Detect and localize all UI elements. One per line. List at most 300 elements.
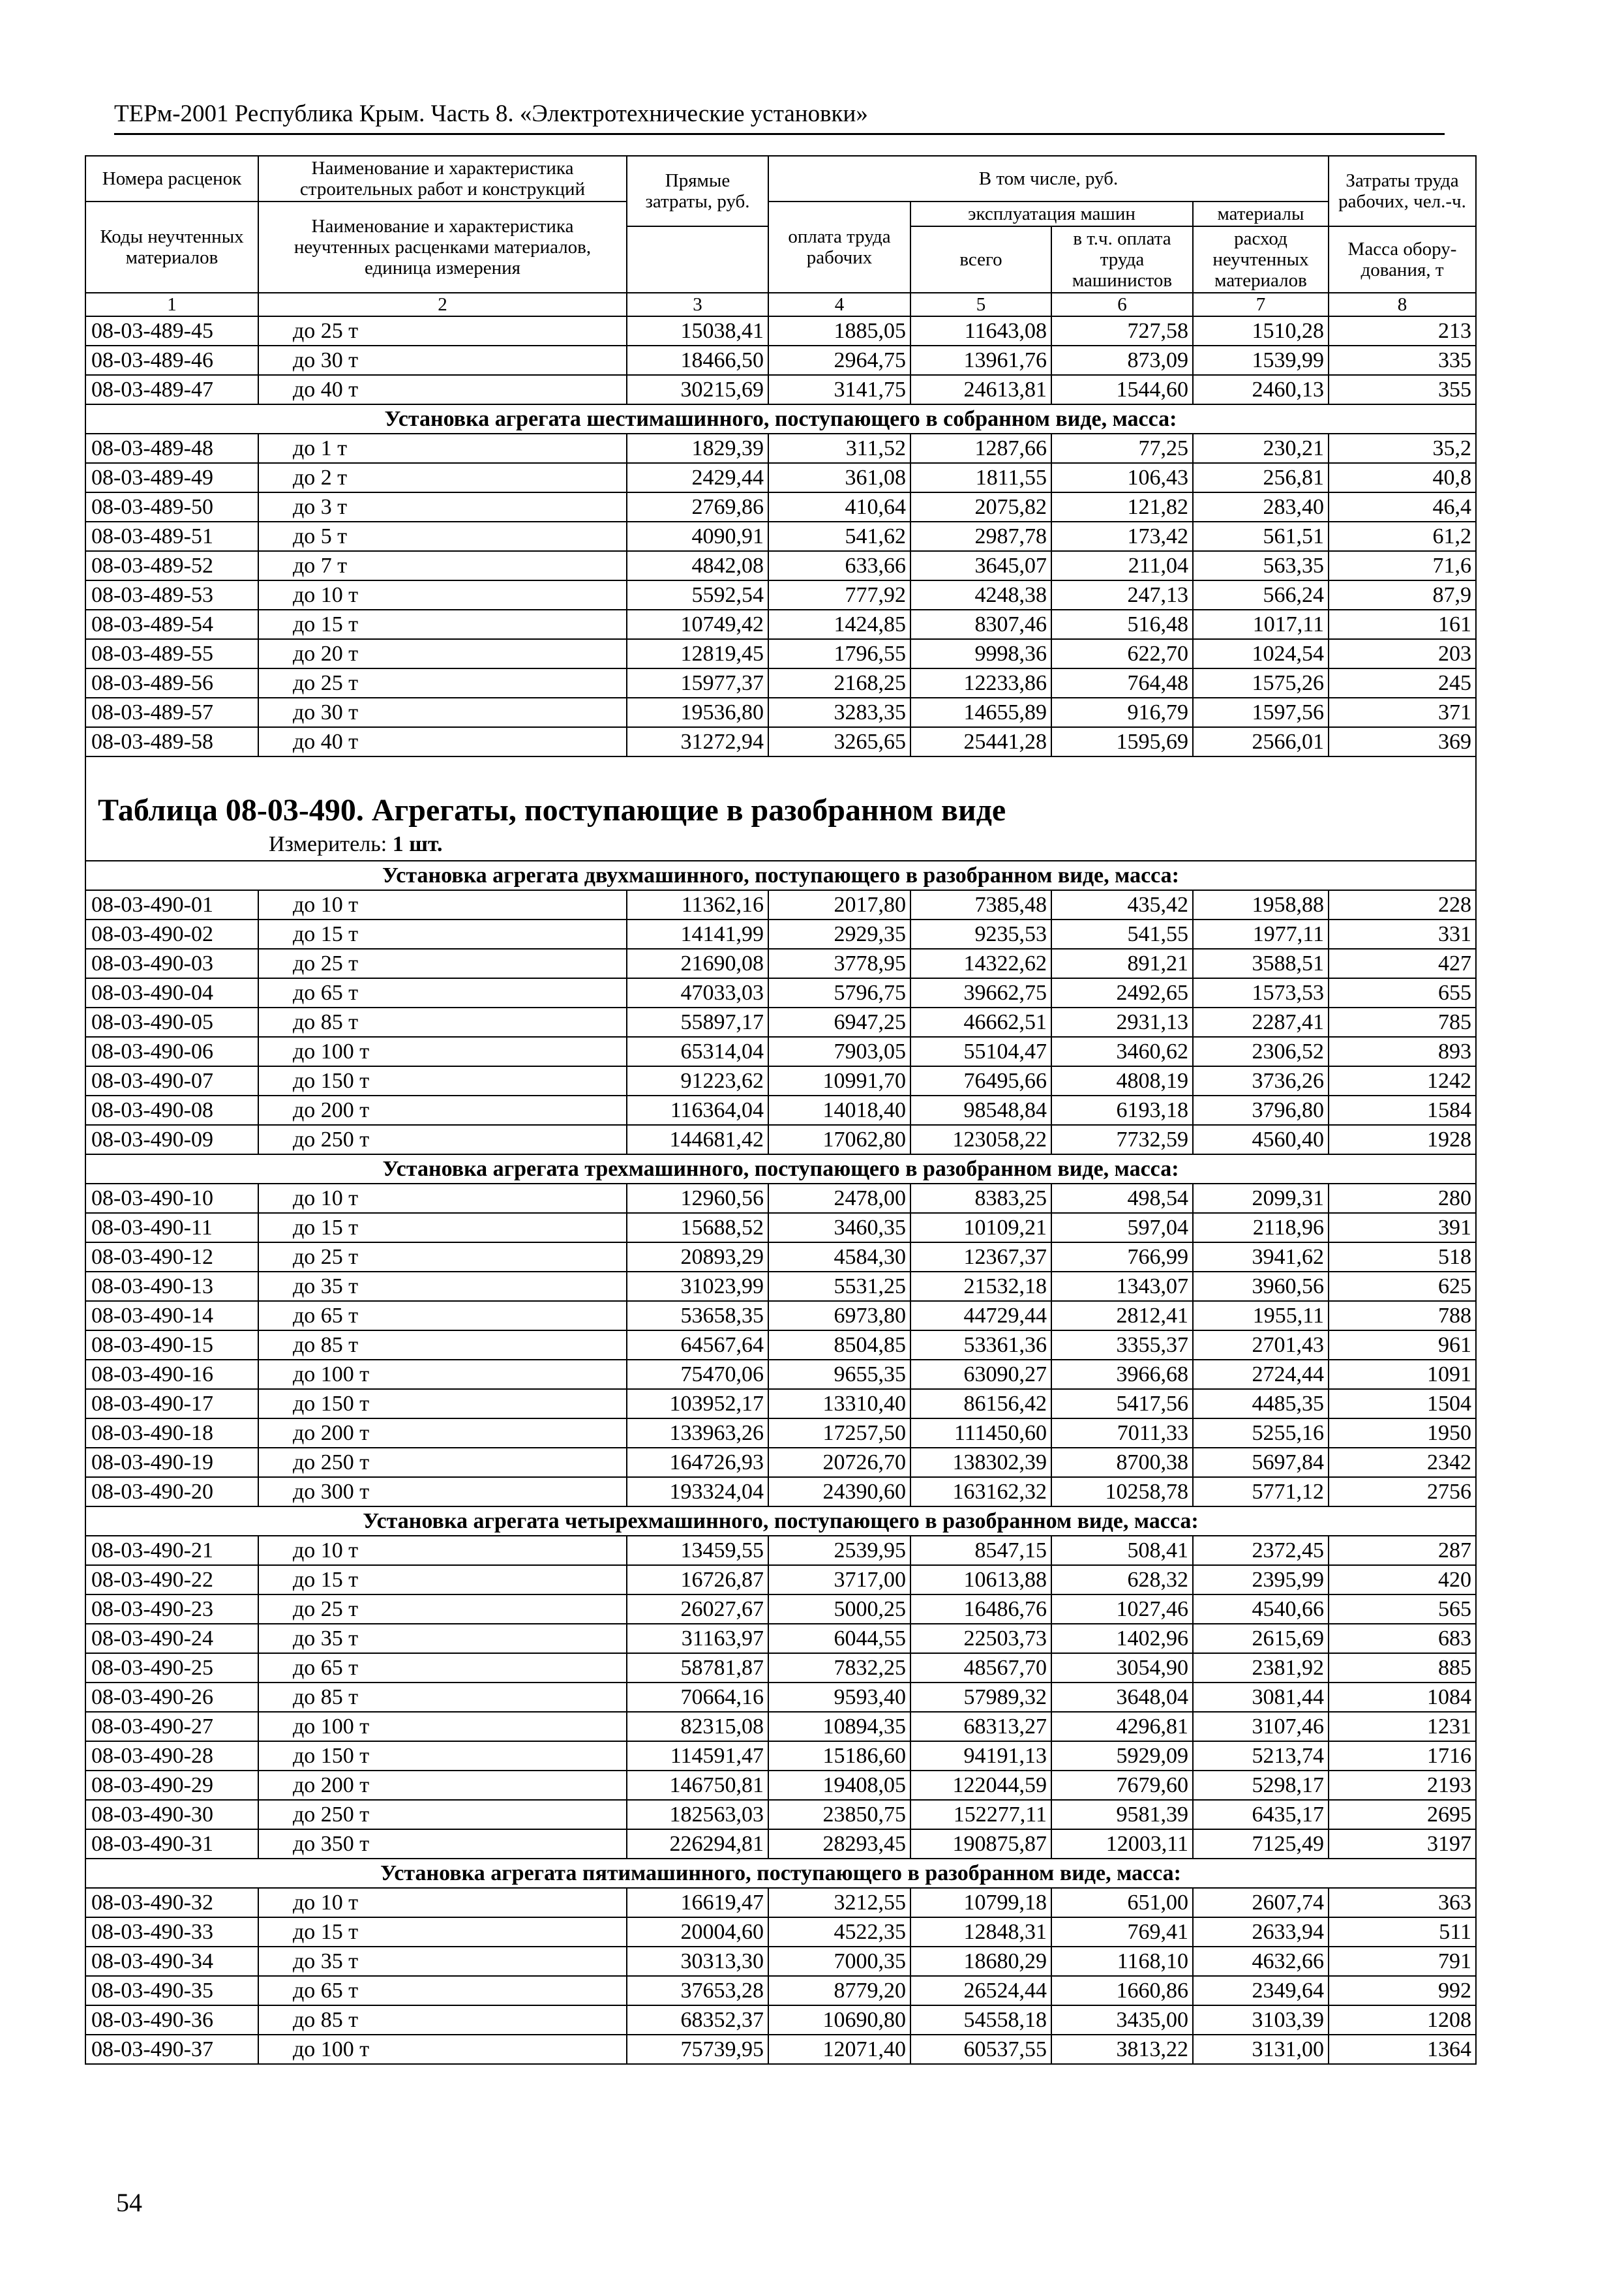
direct-costs: 16726,87 — [627, 1565, 768, 1594]
mass-range: до 85 т — [258, 1008, 627, 1037]
labor-hours: 203 — [1329, 639, 1476, 668]
mass-range: до 10 т — [258, 890, 627, 920]
mass-range: до 40 т — [258, 727, 627, 756]
materials-cost: 5771,12 — [1193, 1477, 1329, 1506]
machinist-pay: 173,42 — [1051, 522, 1193, 551]
rate-code: 08-03-489-57 — [85, 698, 258, 727]
labor-pay: 7832,25 — [768, 1653, 910, 1683]
table-row — [85, 1008, 1476, 1037]
direct-costs: 1829,39 — [627, 434, 768, 463]
table-row — [85, 1800, 1476, 1829]
rate-code: 08-03-490-35 — [85, 1976, 258, 2005]
page-number: 54 — [116, 2188, 142, 2217]
rate-code: 08-03-490-27 — [85, 1712, 258, 1741]
mass-range: до 10 т — [258, 1536, 627, 1565]
column-numbers-row — [85, 293, 1476, 316]
table-row — [85, 639, 1476, 668]
machinist-pay: 508,41 — [1051, 1536, 1193, 1565]
labor-pay: 311,52 — [768, 434, 910, 463]
labor-pay: 6973,80 — [768, 1301, 910, 1330]
table-row — [85, 1741, 1476, 1771]
direct-costs: 70664,16 — [627, 1683, 768, 1712]
labor-pay: 361,08 — [768, 463, 910, 492]
direct-costs: 15038,41 — [627, 316, 768, 346]
rate-code: 08-03-490-18 — [85, 1418, 258, 1448]
mass-range: до 15 т — [258, 920, 627, 949]
mass-range: до 25 т — [258, 1242, 627, 1272]
table-row — [85, 1653, 1476, 1683]
mass-range: до 40 т — [258, 375, 627, 404]
direct-costs: 75470,06 — [627, 1360, 768, 1389]
labor-hours: 71,6 — [1329, 551, 1476, 580]
column-number: 4 — [768, 293, 910, 316]
machinist-pay: 121,82 — [1051, 492, 1193, 522]
materials-cost: 5298,17 — [1193, 1771, 1329, 1800]
direct-costs: 193324,04 — [627, 1477, 768, 1506]
machines-total: 9998,36 — [910, 639, 1051, 668]
rate-code: 08-03-489-56 — [85, 668, 258, 698]
mass-range: до 85 т — [258, 1330, 627, 1360]
materials-cost: 561,51 — [1193, 522, 1329, 551]
labor-hours: 331 — [1329, 920, 1476, 949]
machines-total: 11643,08 — [910, 316, 1051, 346]
machinist-pay: 597,04 — [1051, 1213, 1193, 1242]
mass-range: до 15 т — [258, 1917, 627, 1947]
machinist-pay: 3648,04 — [1051, 1683, 1193, 1712]
labor-hours: 335 — [1329, 346, 1476, 375]
direct-costs: 133963,26 — [627, 1418, 768, 1448]
mass-range: до 100 т — [258, 1037, 627, 1066]
machinist-pay: 1402,96 — [1051, 1624, 1193, 1653]
machinist-pay: 873,09 — [1051, 346, 1193, 375]
materials-cost: 2633,94 — [1193, 1917, 1329, 1947]
rate-code: 08-03-489-50 — [85, 492, 258, 522]
materials-cost: 2306,52 — [1193, 1037, 1329, 1066]
header-material-codes: Коды неучтенных материалов — [85, 202, 258, 293]
materials-cost: 1597,56 — [1193, 698, 1329, 727]
mass-range: до 100 т — [258, 1360, 627, 1389]
machines-total: 44729,44 — [910, 1301, 1051, 1330]
labor-hours: 2695 — [1329, 1800, 1476, 1829]
materials-cost: 230,21 — [1193, 434, 1329, 463]
rate-code: 08-03-489-58 — [85, 727, 258, 756]
direct-costs: 10749,42 — [627, 610, 768, 639]
machinist-pay: 7011,33 — [1051, 1418, 1193, 1448]
labor-pay: 777,92 — [768, 580, 910, 610]
mass-range: до 10 т — [258, 580, 627, 610]
rate-code: 08-03-490-30 — [85, 1800, 258, 1829]
rate-code: 08-03-490-24 — [85, 1624, 258, 1653]
materials-cost: 3103,39 — [1193, 2005, 1329, 2035]
rate-code: 08-03-490-36 — [85, 2005, 258, 2035]
column-number: 2 — [258, 293, 627, 316]
rate-code: 08-03-489-47 — [85, 375, 258, 404]
machines-total: 122044,59 — [910, 1771, 1051, 1800]
labor-hours: 355 — [1329, 375, 1476, 404]
direct-costs: 144681,42 — [627, 1125, 768, 1154]
mass-range: до 200 т — [258, 1096, 627, 1125]
labor-hours: 371 — [1329, 698, 1476, 727]
labor-hours: 61,2 — [1329, 522, 1476, 551]
table-row — [85, 1242, 1476, 1272]
labor-pay: 17257,50 — [768, 1418, 910, 1448]
machinist-pay: 8700,38 — [1051, 1448, 1193, 1477]
labor-hours: 161 — [1329, 610, 1476, 639]
table-row — [85, 727, 1476, 756]
labor-pay: 3283,35 — [768, 698, 910, 727]
materials-cost: 3941,62 — [1193, 1242, 1329, 1272]
machinist-pay: 916,79 — [1051, 698, 1193, 727]
machines-total: 39662,75 — [910, 978, 1051, 1008]
materials-cost: 2607,74 — [1193, 1888, 1329, 1917]
materials-cost: 3131,00 — [1193, 2035, 1329, 2064]
mass-range: до 15 т — [258, 610, 627, 639]
mass-range: до 10 т — [258, 1888, 627, 1917]
labor-pay: 28293,45 — [768, 1829, 910, 1859]
machines-total: 22503,73 — [910, 1624, 1051, 1653]
direct-costs: 31163,97 — [627, 1624, 768, 1653]
rate-code: 08-03-489-53 — [85, 580, 258, 610]
mass-range: до 65 т — [258, 1976, 627, 2005]
labor-hours: 2193 — [1329, 1771, 1476, 1800]
table-row — [85, 1330, 1476, 1360]
materials-cost: 3107,46 — [1193, 1712, 1329, 1741]
mass-range: до 65 т — [258, 978, 627, 1008]
machines-total: 138302,39 — [910, 1448, 1051, 1477]
labor-pay: 6947,25 — [768, 1008, 910, 1037]
materials-cost: 5213,74 — [1193, 1741, 1329, 1771]
machines-total: 25441,28 — [910, 727, 1051, 756]
table-489-body — [85, 316, 1476, 756]
direct-costs: 47033,03 — [627, 978, 768, 1008]
materials-cost: 1024,54 — [1193, 639, 1329, 668]
column-number: 7 — [1193, 293, 1329, 316]
machinist-pay: 2931,13 — [1051, 1008, 1193, 1037]
rate-code: 08-03-490-21 — [85, 1536, 258, 1565]
direct-costs: 75739,95 — [627, 2035, 768, 2064]
machines-total: 10613,88 — [910, 1565, 1051, 1594]
materials-cost: 3796,80 — [1193, 1096, 1329, 1125]
table-row — [85, 551, 1476, 580]
labor-hours: 427 — [1329, 949, 1476, 978]
rate-code: 08-03-490-01 — [85, 890, 258, 920]
machines-total: 24613,81 — [910, 375, 1051, 404]
table-490-title: Таблица 08-03-490. Агрегаты, поступающие в разобранном виде — [98, 793, 1006, 828]
labor-pay: 15186,60 — [768, 1741, 910, 1771]
machinist-pay: 3355,37 — [1051, 1330, 1193, 1360]
materials-cost: 3736,26 — [1193, 1066, 1329, 1096]
mass-range: до 100 т — [258, 1712, 627, 1741]
machines-total: 53361,36 — [910, 1330, 1051, 1360]
machines-total: 2075,82 — [910, 492, 1051, 522]
direct-costs: 91223,62 — [627, 1066, 768, 1096]
table-row — [85, 1829, 1476, 1859]
machines-total: 98548,84 — [910, 1096, 1051, 1125]
direct-costs: 2429,44 — [627, 463, 768, 492]
rate-code: 08-03-490-34 — [85, 1947, 258, 1976]
direct-costs: 31272,94 — [627, 727, 768, 756]
materials-cost: 6435,17 — [1193, 1800, 1329, 1829]
labor-hours: 391 — [1329, 1213, 1476, 1242]
mass-range: до 250 т — [258, 1125, 627, 1154]
direct-costs: 13459,55 — [627, 1536, 768, 1565]
machinist-pay: 3435,00 — [1051, 2005, 1193, 2035]
labor-hours: 228 — [1329, 890, 1476, 920]
rate-code: 08-03-490-02 — [85, 920, 258, 949]
table-header — [85, 156, 1476, 316]
machines-total: 12848,31 — [910, 1917, 1051, 1947]
table-row — [85, 698, 1476, 727]
rate-code: 08-03-490-32 — [85, 1888, 258, 1917]
table-row — [85, 1917, 1476, 1947]
machines-total: 76495,66 — [910, 1066, 1051, 1096]
machines-total: 10109,21 — [910, 1213, 1051, 1242]
labor-pay: 3778,95 — [768, 949, 910, 978]
labor-pay: 3212,55 — [768, 1888, 910, 1917]
mass-range: до 15 т — [258, 1213, 627, 1242]
table-row — [85, 375, 1476, 404]
table-row — [85, 346, 1476, 375]
column-number: 3 — [627, 293, 768, 316]
labor-hours: 683 — [1329, 1624, 1476, 1653]
section-title-row — [85, 1506, 1476, 1536]
rate-code: 08-03-489-45 — [85, 316, 258, 346]
machines-total: 26524,44 — [910, 1976, 1051, 2005]
labor-hours: 363 — [1329, 1888, 1476, 1917]
materials-cost: 1539,99 — [1193, 346, 1329, 375]
labor-hours: 785 — [1329, 1008, 1476, 1037]
labor-hours: 87,9 — [1329, 580, 1476, 610]
labor-pay: 1424,85 — [768, 610, 910, 639]
machinist-pay: 628,32 — [1051, 1565, 1193, 1594]
materials-cost: 1573,53 — [1193, 978, 1329, 1008]
rate-code: 08-03-490-04 — [85, 978, 258, 1008]
table-row — [85, 580, 1476, 610]
machines-total: 57989,32 — [910, 1683, 1051, 1712]
labor-hours: 40,8 — [1329, 463, 1476, 492]
machinist-pay: 2812,41 — [1051, 1301, 1193, 1330]
machinist-pay: 1343,07 — [1051, 1272, 1193, 1301]
labor-pay: 7000,35 — [768, 1947, 910, 1976]
labor-hours: 885 — [1329, 1653, 1476, 1683]
direct-costs: 103952,17 — [627, 1389, 768, 1418]
materials-cost: 256,81 — [1193, 463, 1329, 492]
machines-total: 8383,25 — [910, 1184, 1051, 1213]
machines-total: 4248,38 — [910, 580, 1051, 610]
labor-hours: 3197 — [1329, 1829, 1476, 1859]
rate-code: 08-03-489-54 — [85, 610, 258, 639]
machinist-pay: 6193,18 — [1051, 1096, 1193, 1125]
section-title-row — [85, 1154, 1476, 1184]
rate-code: 08-03-490-28 — [85, 1741, 258, 1771]
table-row — [85, 1389, 1476, 1418]
direct-costs: 37653,28 — [627, 1976, 768, 2005]
header-work-name: Наименование и характеристика строительных работ и конструкций — [258, 156, 627, 202]
machines-total: 86156,42 — [910, 1389, 1051, 1418]
mass-range: до 7 т — [258, 551, 627, 580]
rate-code: 08-03-490-29 — [85, 1771, 258, 1800]
machinist-pay: 1027,46 — [1051, 1594, 1193, 1624]
rate-code: 08-03-490-22 — [85, 1565, 258, 1594]
machines-total: 14655,89 — [910, 698, 1051, 727]
direct-costs: 164726,93 — [627, 1448, 768, 1477]
machines-total: 12367,37 — [910, 1242, 1051, 1272]
materials-cost: 563,35 — [1193, 551, 1329, 580]
materials-cost: 2460,13 — [1193, 375, 1329, 404]
labor-hours: 213 — [1329, 316, 1476, 346]
materials-cost: 2615,69 — [1193, 1624, 1329, 1653]
machines-total: 190875,87 — [910, 1829, 1051, 1859]
rate-code: 08-03-490-37 — [85, 2035, 258, 2064]
machinist-pay: 1544,60 — [1051, 375, 1193, 404]
header-unaccounted-materials: расход неучтенных материалов — [1193, 226, 1329, 293]
mass-range: до 250 т — [258, 1800, 627, 1829]
labor-hours: 791 — [1329, 1947, 1476, 1976]
mass-range: до 200 т — [258, 1771, 627, 1800]
machines-total: 21532,18 — [910, 1272, 1051, 1301]
labor-hours: 1584 — [1329, 1096, 1476, 1125]
direct-costs: 116364,04 — [627, 1096, 768, 1125]
table-490-heading — [85, 756, 1476, 861]
rate-code: 08-03-490-31 — [85, 1829, 258, 1859]
labor-pay: 13310,40 — [768, 1389, 910, 1418]
machines-total: 94191,13 — [910, 1741, 1051, 1771]
direct-costs: 20893,29 — [627, 1242, 768, 1272]
rate-code: 08-03-490-10 — [85, 1184, 258, 1213]
machines-total: 46662,51 — [910, 1008, 1051, 1037]
machinist-pay: 3054,90 — [1051, 1653, 1193, 1683]
materials-cost: 2118,96 — [1193, 1213, 1329, 1242]
table-490-body — [85, 861, 1476, 2064]
rate-code: 08-03-490-11 — [85, 1213, 258, 1242]
table-row — [85, 1213, 1476, 1242]
machines-total: 2987,78 — [910, 522, 1051, 551]
machines-total: 8547,15 — [910, 1536, 1051, 1565]
materials-cost: 1958,88 — [1193, 890, 1329, 920]
machinist-pay: 1168,10 — [1051, 1947, 1193, 1976]
mass-range: до 250 т — [258, 1448, 627, 1477]
machines-total: 63090,27 — [910, 1360, 1051, 1389]
mass-range: до 15 т — [258, 1565, 627, 1594]
mass-range: до 150 т — [258, 1741, 627, 1771]
machines-total: 60537,55 — [910, 2035, 1051, 2064]
mass-range: до 350 т — [258, 1829, 627, 1859]
machinist-pay: 10258,78 — [1051, 1477, 1193, 1506]
direct-costs: 58781,87 — [627, 1653, 768, 1683]
machinist-pay: 3460,62 — [1051, 1037, 1193, 1066]
machines-total: 7385,48 — [910, 890, 1051, 920]
mass-range: до 30 т — [258, 698, 627, 727]
machinist-pay: 5417,56 — [1051, 1389, 1193, 1418]
header-machine-operation: эксплуатация машин — [910, 202, 1193, 226]
rate-code: 08-03-489-49 — [85, 463, 258, 492]
header-machinist-pay: в т.ч. оплата труда машинистов — [1051, 226, 1193, 293]
table-row — [85, 1477, 1476, 1506]
materials-cost: 5697,84 — [1193, 1448, 1329, 1477]
mass-range: до 65 т — [258, 1301, 627, 1330]
labor-hours: 565 — [1329, 1594, 1476, 1624]
materials-cost: 4485,35 — [1193, 1389, 1329, 1418]
materials-cost: 4540,66 — [1193, 1594, 1329, 1624]
labor-hours: 2342 — [1329, 1448, 1476, 1477]
direct-costs: 14141,99 — [627, 920, 768, 949]
rate-code: 08-03-490-20 — [85, 1477, 258, 1506]
mass-range: до 35 т — [258, 1272, 627, 1301]
labor-pay: 3265,65 — [768, 727, 910, 756]
labor-pay: 633,66 — [768, 551, 910, 580]
materials-cost: 1977,11 — [1193, 920, 1329, 949]
mass-range: до 35 т — [258, 1947, 627, 1976]
materials-cost: 1575,26 — [1193, 668, 1329, 698]
table-row — [85, 1066, 1476, 1096]
machinist-pay: 766,99 — [1051, 1242, 1193, 1272]
machines-total: 1287,66 — [910, 434, 1051, 463]
machines-total: 68313,27 — [910, 1712, 1051, 1741]
machinist-pay: 211,04 — [1051, 551, 1193, 580]
labor-pay: 541,62 — [768, 522, 910, 551]
table-row — [85, 1448, 1476, 1477]
machines-total: 13961,76 — [910, 346, 1051, 375]
direct-costs: 12960,56 — [627, 1184, 768, 1213]
table-row — [85, 1360, 1476, 1389]
materials-cost: 7125,49 — [1193, 1829, 1329, 1859]
header-worker-labor: Затраты труда рабочих, чел.-ч. — [1329, 156, 1476, 226]
mass-range: до 10 т — [258, 1184, 627, 1213]
labor-pay: 10991,70 — [768, 1066, 910, 1096]
table-row — [85, 890, 1476, 920]
machinist-pay: 4296,81 — [1051, 1712, 1193, 1741]
machinist-pay: 498,54 — [1051, 1184, 1193, 1213]
rate-code: 08-03-490-33 — [85, 1917, 258, 1947]
table-row — [85, 668, 1476, 698]
machines-total: 55104,47 — [910, 1037, 1051, 1066]
labor-pay: 5531,25 — [768, 1272, 910, 1301]
machines-total: 14322,62 — [910, 949, 1051, 978]
materials-cost: 566,24 — [1193, 580, 1329, 610]
table-row — [85, 1418, 1476, 1448]
labor-hours: 35,2 — [1329, 434, 1476, 463]
labor-hours: 625 — [1329, 1272, 1476, 1301]
labor-hours: 1242 — [1329, 1066, 1476, 1096]
table-row — [85, 1125, 1476, 1154]
column-number: 5 — [910, 293, 1051, 316]
header-materials: материалы — [1193, 202, 1329, 226]
machinist-pay: 4808,19 — [1051, 1066, 1193, 1096]
direct-costs: 18466,50 — [627, 346, 768, 375]
section-title: Установка агрегата четырехмашинного, поступающего в разобранном виде, масса: — [85, 1506, 1476, 1536]
rate-code: 08-03-489-46 — [85, 346, 258, 375]
header-material-name: Наименование и характеристика неучтенных расценками материалов, единица измерения — [258, 202, 627, 293]
mass-range: до 2 т — [258, 463, 627, 492]
rate-code: 08-03-490-12 — [85, 1242, 258, 1272]
section-title: Установка агрегата двухмашинного, поступающего в разобранном виде, масса: — [85, 861, 1476, 890]
labor-hours: 1928 — [1329, 1125, 1476, 1154]
direct-costs: 4090,91 — [627, 522, 768, 551]
direct-costs: 226294,81 — [627, 1829, 768, 1859]
mass-range: до 25 т — [258, 316, 627, 346]
table-row — [85, 920, 1476, 949]
section-title-row — [85, 861, 1476, 890]
labor-hours: 420 — [1329, 1565, 1476, 1594]
table-row — [85, 1947, 1476, 1976]
labor-hours: 1950 — [1329, 1418, 1476, 1448]
machines-total: 111450,60 — [910, 1418, 1051, 1448]
labor-hours: 287 — [1329, 1536, 1476, 1565]
labor-pay: 3717,00 — [768, 1565, 910, 1594]
machinist-pay: 2492,65 — [1051, 978, 1193, 1008]
labor-pay: 23850,75 — [768, 1800, 910, 1829]
direct-costs: 5592,54 — [627, 580, 768, 610]
